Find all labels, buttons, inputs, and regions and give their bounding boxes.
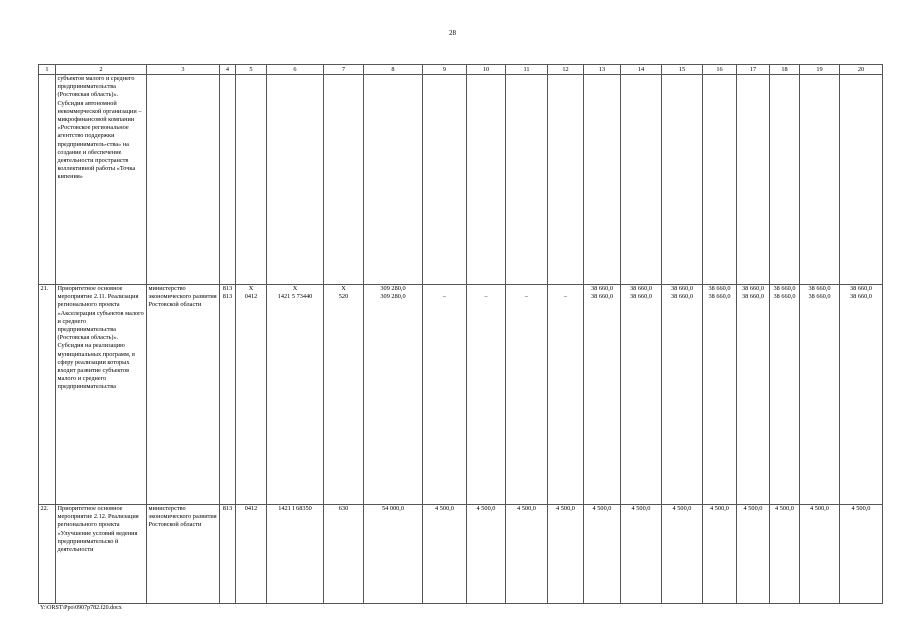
cell-value: 4 500,0 — [467, 505, 506, 604]
cell-value: 309 280,0 — [380, 293, 406, 301]
cell-value: 630 — [324, 505, 364, 604]
col-header: 11 — [506, 65, 548, 75]
cell-value: 4 500,0 — [506, 505, 548, 604]
cell-value: 38 660,0 — [629, 293, 653, 301]
cell-value: 4 500,0 — [840, 505, 883, 604]
cell-value: 38 660,0 — [741, 293, 765, 301]
cell-value: 4 500,0 — [737, 505, 770, 604]
cell-value: 0412 — [236, 505, 267, 604]
cell-value: 38 660,0 — [670, 293, 694, 301]
cell-value: 4 500,0 — [584, 505, 621, 604]
cell-value: 38 660,0 — [773, 285, 796, 292]
row-number: 21. — [39, 285, 56, 505]
cell-value: 38 660,0 — [708, 293, 731, 301]
cell-value: – — [442, 293, 447, 301]
cell-value: 38 660,0 — [741, 285, 765, 292]
page-number: 28 — [449, 29, 456, 37]
col-header: 17 — [737, 65, 770, 75]
table-row — [39, 75, 883, 285]
cell-value: 4 500,0 — [800, 505, 840, 604]
cell-value: 38 660,0 — [849, 293, 873, 301]
cell-value: 54 000,0 — [364, 505, 423, 604]
cell-value: 38 660,0 — [670, 285, 694, 292]
cell-value: Х — [292, 285, 298, 292]
cell-value: 4 500,0 — [548, 505, 584, 604]
cell-value: 38 660,0 — [808, 285, 831, 292]
cell-value: 38 660,0 — [590, 293, 614, 301]
col-header: 12 — [548, 65, 584, 75]
cell-value: 309 280,0 — [380, 285, 406, 292]
cell-value: 38 660,0 — [773, 293, 796, 301]
budget-table — [38, 64, 883, 604]
executor: министерство экономического развития Ростовской области — [147, 505, 220, 604]
cell-value: 813 — [222, 285, 233, 292]
cell-value: – — [484, 293, 488, 301]
cell-value — [469, 285, 504, 293]
col-header: 7 — [324, 65, 364, 75]
file-path-footer: Y:\ORST\Ppo\0907p782.f20.docx — [40, 605, 122, 611]
cell-value: 4 500,0 — [703, 505, 737, 604]
cell-value: – — [524, 293, 529, 301]
col-header: 16 — [703, 65, 737, 75]
row-number: 22. — [39, 505, 56, 604]
cell-value: 38 660,0 — [590, 285, 614, 292]
col-header: 18 — [770, 65, 800, 75]
cell-value: 38 660,0 — [808, 293, 831, 301]
cell-value — [508, 285, 546, 293]
header-row — [39, 65, 883, 75]
col-header: 14 — [621, 65, 662, 75]
cell-value: – — [563, 293, 568, 301]
cell-value: 1421 5 73440 — [277, 293, 313, 301]
cell-value — [550, 285, 582, 293]
cell-value: 38 660,0 — [708, 285, 731, 292]
table-row — [39, 505, 883, 604]
cell-value: Х — [248, 285, 254, 292]
col-header: 13 — [584, 65, 621, 75]
col-header: 4 — [220, 65, 236, 75]
cell-value: 813 — [220, 505, 236, 604]
col-header: 6 — [267, 65, 324, 75]
col-header: 15 — [662, 65, 703, 75]
col-header: 1 — [39, 65, 56, 75]
col-header: 9 — [423, 65, 467, 75]
col-header: 19 — [800, 65, 840, 75]
col-header: 2 — [56, 65, 147, 75]
col-header: 5 — [236, 65, 267, 75]
cell-value: 4 500,0 — [621, 505, 662, 604]
measure-description: Приоритетное основное мероприятие 2.11. Реализация регионального проекта «Акселерация субъектов малого и среднего предпринимательства (Ростовская область)». Субсидия на реализацию муниципальных программ, в сферу реализации которых входит развитие субъектов малого и среднего предпринимательства — [56, 285, 147, 505]
cell-value: 38 660,0 — [629, 285, 653, 292]
cell-value: 0412 — [244, 293, 258, 301]
col-header: 8 — [364, 65, 423, 75]
cell-value: 4 500,0 — [662, 505, 703, 604]
cell-value: 4 500,0 — [423, 505, 467, 604]
cell-value: 38 660,0 — [849, 285, 873, 292]
cell-value: 520 — [338, 293, 349, 301]
cell-value: 813 — [222, 293, 233, 301]
cell-value: Х — [341, 285, 346, 292]
measure-description: субъектов малого и среднего предпринимательства (Ростовская область)». Субсидия автономной некоммерческой организации – микрофинансовой компании «Ростовское региональное агентство поддержки предприниматель-ства» на создание и обеспечение деятельности пространств коллективной работы «Точка кипения» — [56, 75, 147, 285]
executor: министерство экономического развития Ростовской области — [147, 285, 220, 505]
col-header: 10 — [467, 65, 506, 75]
col-header: 3 — [147, 65, 220, 75]
table-row — [39, 285, 883, 505]
col-header: 20 — [840, 65, 883, 75]
cell-value — [425, 285, 465, 293]
measure-description: Приоритетное основное мероприятие 2.12. Реализация регионального проекта «Улучшение условий ведения предпринимательско й деятельности — [56, 505, 147, 604]
cell-value: 1421 I 68350 — [267, 505, 324, 604]
cell-value: 4 500,0 — [770, 505, 800, 604]
